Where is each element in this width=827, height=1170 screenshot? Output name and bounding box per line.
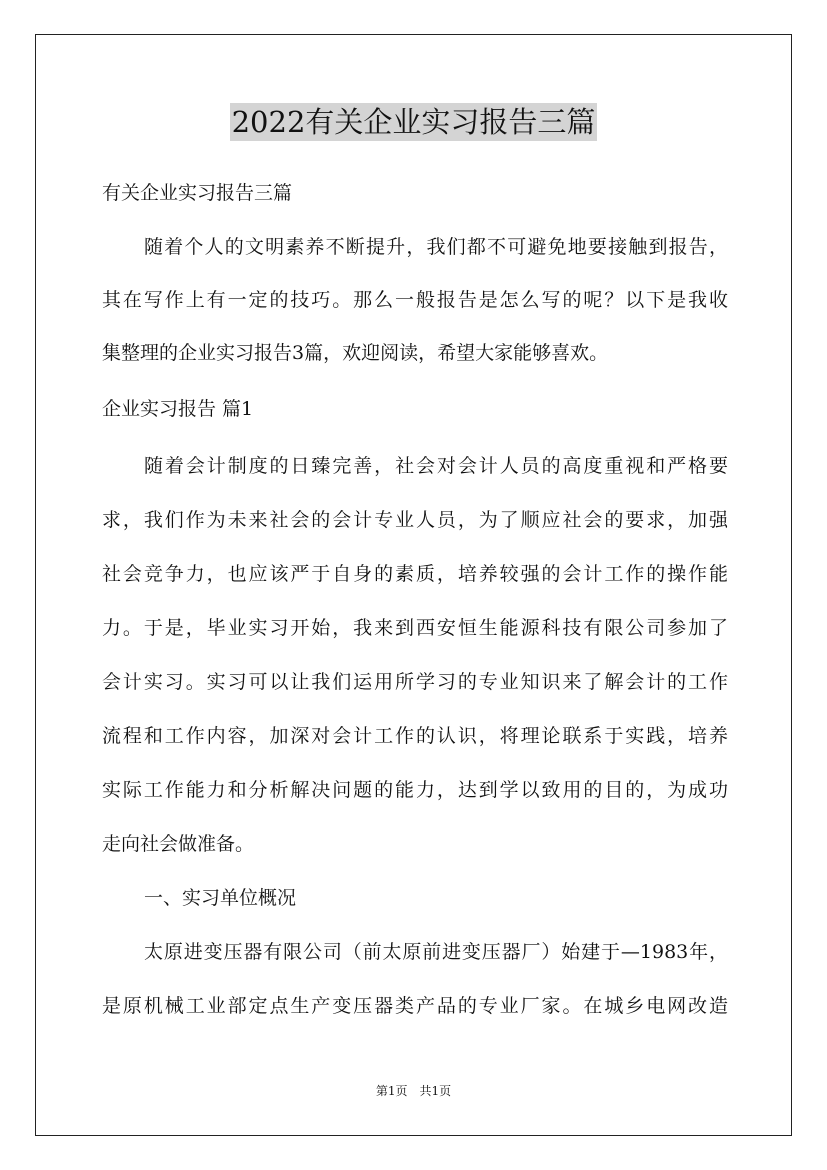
paragraph-line: 太原进变压器有限公司（前太原前进变压器厂）始建于—1983年， (144, 941, 728, 963)
paragraph-line: 力。于是，毕业实习开始，我来到西安恒生能源科技有限公司参加了 (102, 617, 728, 639)
subsection-heading: 一、实习单位概况 (144, 887, 297, 909)
document-title: 2022有关企业实习报告三篇 (231, 105, 596, 139)
paragraph-line: 求，我们作为未来社会的会计专业人员，为了顺应社会的要求，加强 (102, 509, 728, 531)
paragraph-line: 实际工作能力和分析解决问题的能力，达到学以致用的目的，为成功 (102, 779, 728, 801)
title-container (0, 103, 827, 141)
paragraph-line: 集整理的企业实习报告3篇，欢迎阅读，希望大家能够喜欢。 (102, 342, 609, 364)
paragraph-line: 其在写作上有一定的技巧。那么一般报告是怎么写的呢？以下是我收 (102, 289, 728, 311)
paragraph-line: 是原机械工业部定点生产变压器类产品的专业厂家。在城乡电网改造 (102, 995, 728, 1017)
page-footer: 第1页 共1页 (375, 1084, 452, 1098)
paragraph-line: 流程和工作内容，加深对会计工作的认识，将理论联系于实践，培养 (102, 725, 728, 747)
section-heading: 企业实习报告 篇1 (102, 398, 254, 420)
paragraph-line: 走向社会做准备。 (102, 833, 255, 855)
paragraph-line: 随着会计制度的日臻完善，社会对会计人员的高度重视和严格要 (144, 455, 728, 477)
paragraph-line: 社会竞争力，也应该严于自身的素质，培养较强的会计工作的操作能 (102, 563, 728, 585)
paragraph-line: 随着个人的文明素养不断提升，我们都不可避免地要接触到报告， (144, 236, 728, 258)
subtitle-line: 有关企业实习报告三篇 (102, 182, 293, 204)
paragraph-line: 会计实习。实习可以让我们运用所学习的专业知识来了解会计的工作 (102, 671, 728, 693)
